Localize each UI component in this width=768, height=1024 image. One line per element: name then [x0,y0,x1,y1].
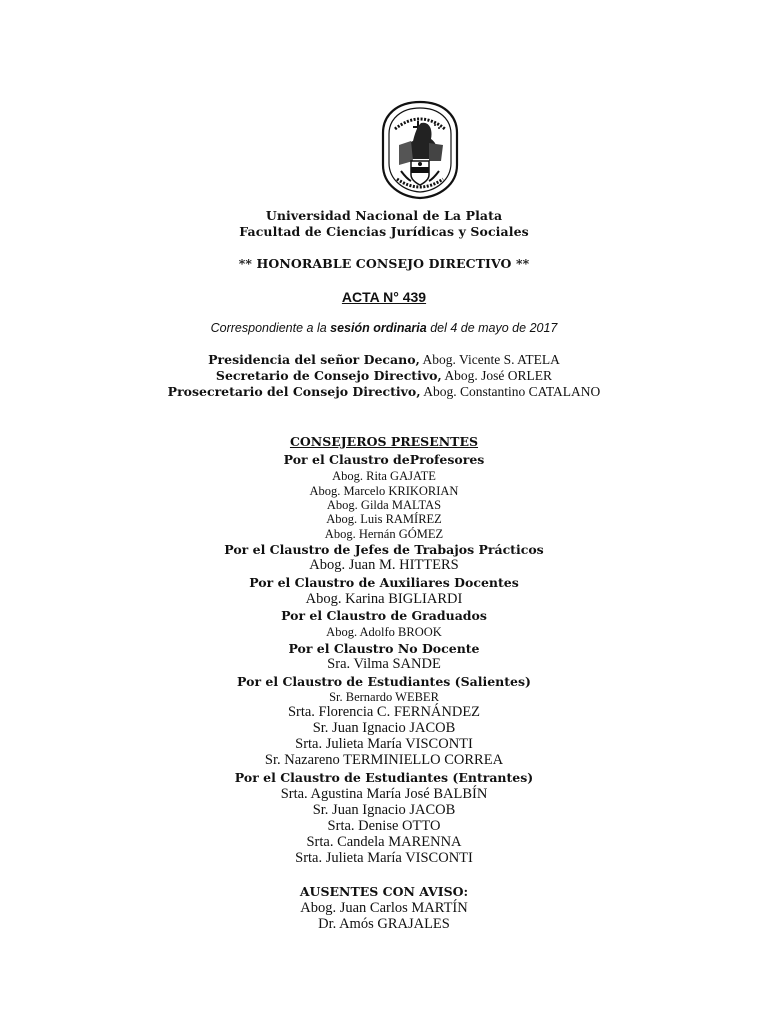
presidency-name: Abog. Vicente S. ATELA [419,352,560,367]
secretary-line [0,368,768,384]
member-name: Srta. Candela MARENNA [306,834,462,850]
group-title: Por el Claustro de Auxiliares Docentes [249,575,519,590]
member-name: Abog. Rita GAJATE [332,469,436,483]
member-name: Abog. Hernán GÓMEZ [324,527,444,541]
member-name: Abog. Marcelo KRIKORIAN [309,484,459,498]
presidency-line [0,352,768,368]
member-name: Sr. Nazareno TERMINIELLO CORREA [264,752,504,768]
secretary-label: Secretario de Consejo Directivo, [215,368,442,383]
group-title: Por el Claustro de Graduados [281,608,487,623]
prosecretary-line [0,384,768,400]
council-title: ** HONORABLE CONSEJO DIRECTIVO ** [238,256,530,271]
member-name: Abog. Luis RAMÍREZ [326,512,442,526]
group-title: Por el Claustro de Jefes de Trabajos Prácticos [224,542,544,557]
group-title: Por el Claustro No Docente [288,641,480,656]
member-name: Sra. Vilma SANDE [327,656,441,672]
member-name: Sr. Juan Ignacio JACOB [312,802,456,818]
university-name: Universidad Nacional de La Plata [265,208,503,223]
member-name: Srta. Julieta María VISCONTI [295,850,473,866]
faculty-name: Facultad de Ciencias Jurídicas y Sociales [239,224,529,239]
member-name: Abog. Gilda MALTAS [326,498,442,512]
acta-title: ACTA N° 439 [341,289,427,305]
secretary-name: Abog. José ORLER [441,368,553,383]
group-title: Por el Claustro deProfesores [283,452,485,467]
group-title: Por el Claustro de Estudiantes (Entrantes) [234,770,534,785]
absent-member: Abog. Juan Carlos MARTÍN [300,900,468,916]
presidency-label: Presidencia del señor Decano, [208,352,420,367]
subtitle-prefix: Correspondiente a la [210,321,331,335]
member-name: Abog. Juan M. HITTERS [309,557,459,573]
member-name: Sr. Juan Ignacio JACOB [312,720,456,736]
university-seal-icon [377,99,463,201]
group-title: Por el Claustro de Estudiantes (Salientes) [237,674,531,689]
member-name: Srta. Julieta María VISCONTI [295,736,473,752]
absent-member: Dr. Amós GRAJALES [318,916,450,932]
member-name: Sr. Bernardo WEBER [329,690,439,704]
absent-title: AUSENTES CON AVISO: [299,884,469,899]
prosecretary-label: Prosecretario del Consejo Directivo, [167,384,421,399]
prosecretary-name: Abog. Constantino CATALANO [420,384,601,399]
member-name: Srta. Agustina María José BALBÍN [280,786,488,802]
member-name: Srta. Denise OTTO [327,818,441,834]
member-name: Abog. Adolfo BROOK [326,625,442,639]
session-subtitle [0,321,768,335]
member-name: Abog. Karina BIGLIARDI [305,591,463,607]
member-name: Srta. Florencia C. FERNÁNDEZ [287,704,481,720]
session-type: sesión ordinaria [330,321,427,335]
session-date: del 4 de mayo de 2017 [426,321,558,335]
present-title: CONSEJEROS PRESENTES [289,434,479,449]
